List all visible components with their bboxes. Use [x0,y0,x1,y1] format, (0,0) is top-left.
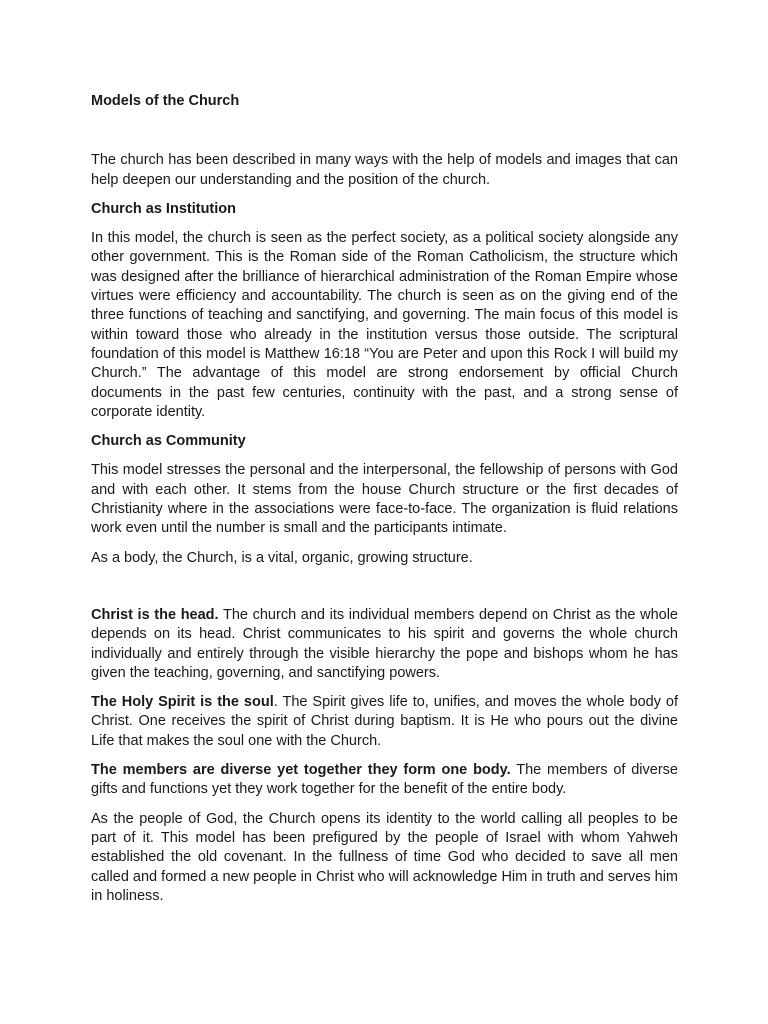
community-paragraph: This model stresses the personal and the interpersonal, the fellowship of persons with God and with each other. It stems from the house Church structure or the first decades of Christianity where in the associations were face-to-face. The organization is fluid relations work even until the number is small and the participants intimate. [91,462,678,537]
head-paragraph [91,606,678,683]
intro-paragraph: The church has been described in many ways with the help of models and images that can help deepen our understanding and the position of the church. [91,152,678,188]
members-paragraph [91,761,678,800]
soul-body: . The Spirit gives life to, unifies, and moves the whole body of Christ. One receives the spirit of Christ during baptism. It is He who pours out the divine Life that makes the soul one with the Church. [91,694,678,749]
soul-lead: The Holy Spirit is the soul [91,694,274,711]
head-lead: Christ is the head. [91,606,219,623]
spacer [91,578,678,606]
soul-paragraph [91,693,678,751]
institution-heading: Church as Institution [91,200,236,217]
people-paragraph: As the people of God, the Church opens its identity to the world calling all peoples to be part of it. This model has been prefigured by the people of Israel with whom Yahweh established the old covenant. In the fullness of time God who decided to save all men called and formed a new people in Christ who will acknowledge Him in truth and serves him in holiness. [91,810,678,904]
members-body: The members of diverse gifts and functions yet they work together for the benefit of the entire body. [91,762,678,798]
members-lead: The members are diverse yet together they form one body. [91,762,511,779]
community-heading: Church as Community [91,433,246,450]
document-title: Models of the Church [91,93,240,109]
body-paragraph: As a body, the Church, is a vital, organic, growing structure. [91,549,473,566]
document-page [91,92,678,916]
head-body: The church and its individual members depend on Christ as the whole depends on its head. Christ communicates to his spirit and governs the whole church individually and entirely through the visible hierarchy the pope and bishops whom he has given the teaching, governing, and sanctifying powers. [91,606,678,681]
institution-paragraph: In this model, the church is seen as the perfect society, as a political society alongside any other government. This is the Roman side of the Roman Catholicism, the structure which was designed after the brilliance of hierarchical administration of the Roman Empire whose virtues were efficiency and accountability. The church is seen as on the giving end of the three functions of teaching and sanctifying, and governing. The main focus of this model is within toward those who already in the institution versus those outside. The scriptural foundation of this model is Matthew 16:18 “You are Peter and upon this Rock I will build my Church.” The advantage of this model are strong endorsement by official Church documents in the past few centuries, continuity with the past, and a strong sense of corporate identity. [91,230,678,420]
